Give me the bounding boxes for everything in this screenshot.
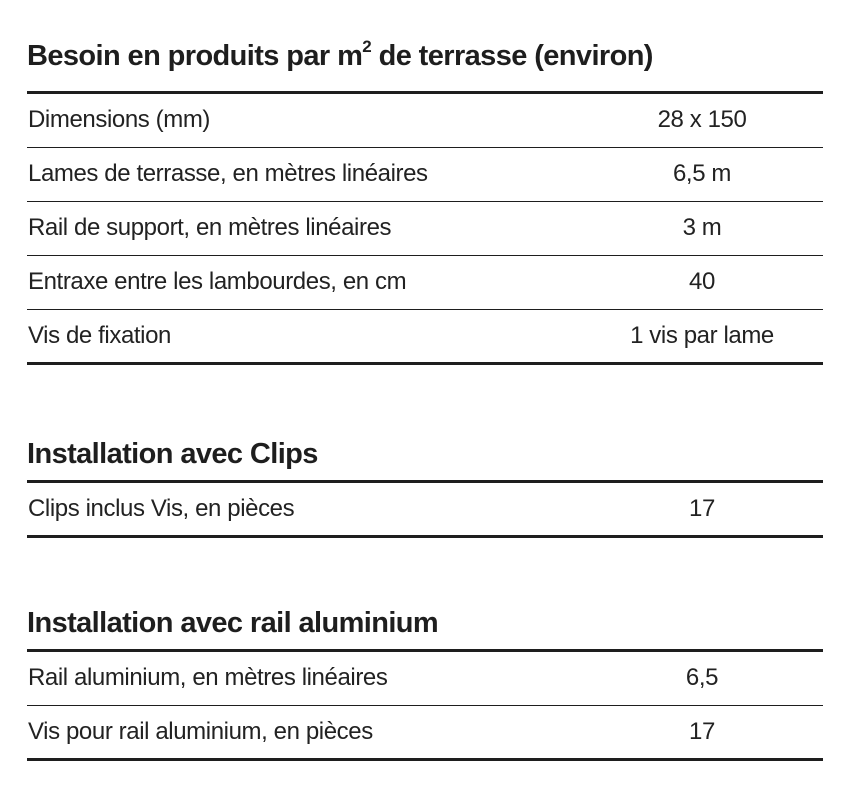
row-value: 3 m bbox=[682, 214, 722, 241]
section-besoin-produits bbox=[27, 38, 823, 365]
table-row bbox=[27, 652, 823, 706]
table-row bbox=[27, 310, 823, 365]
table-row bbox=[27, 706, 823, 761]
row-label: Clips inclus Vis, en pièces bbox=[28, 495, 295, 522]
title-text: Besoin en produits par m bbox=[27, 40, 363, 72]
table-row bbox=[27, 202, 823, 256]
section-title: Installation avec Clips bbox=[27, 438, 318, 470]
table-row bbox=[27, 256, 823, 310]
row-value: 17 bbox=[689, 718, 715, 745]
row-value: 1 vis par lame bbox=[630, 322, 774, 349]
section-installation-rail-aluminium bbox=[27, 605, 823, 761]
row-value: 28 x 150 bbox=[657, 106, 747, 133]
section-installation-clips bbox=[27, 436, 823, 538]
title-text-end: de terrasse (environ) bbox=[371, 40, 653, 72]
row-label: Vis pour rail aluminium, en pièces bbox=[28, 718, 373, 745]
table-row bbox=[27, 94, 823, 148]
row-label: Dimensions (mm) bbox=[28, 106, 211, 133]
row-label: Vis de fixation bbox=[28, 322, 171, 349]
row-label: Entraxe entre les lambourdes, en cm bbox=[28, 268, 407, 295]
row-value: 6,5 bbox=[685, 664, 719, 691]
table-row bbox=[27, 483, 823, 538]
row-label: Rail aluminium, en mètres linéaires bbox=[28, 664, 388, 691]
row-value: 40 bbox=[689, 268, 715, 295]
row-label: Lames de terrasse, en mètres linéaires bbox=[28, 160, 428, 187]
title-superscript: 2 bbox=[362, 37, 372, 57]
table-row bbox=[27, 148, 823, 202]
row-value: 17 bbox=[689, 495, 715, 522]
section-title: Installation avec rail aluminium bbox=[27, 607, 439, 639]
section-title bbox=[27, 38, 823, 74]
row-label: Rail de support, en mètres linéaires bbox=[28, 214, 392, 241]
row-value: 6,5 m bbox=[672, 160, 732, 187]
